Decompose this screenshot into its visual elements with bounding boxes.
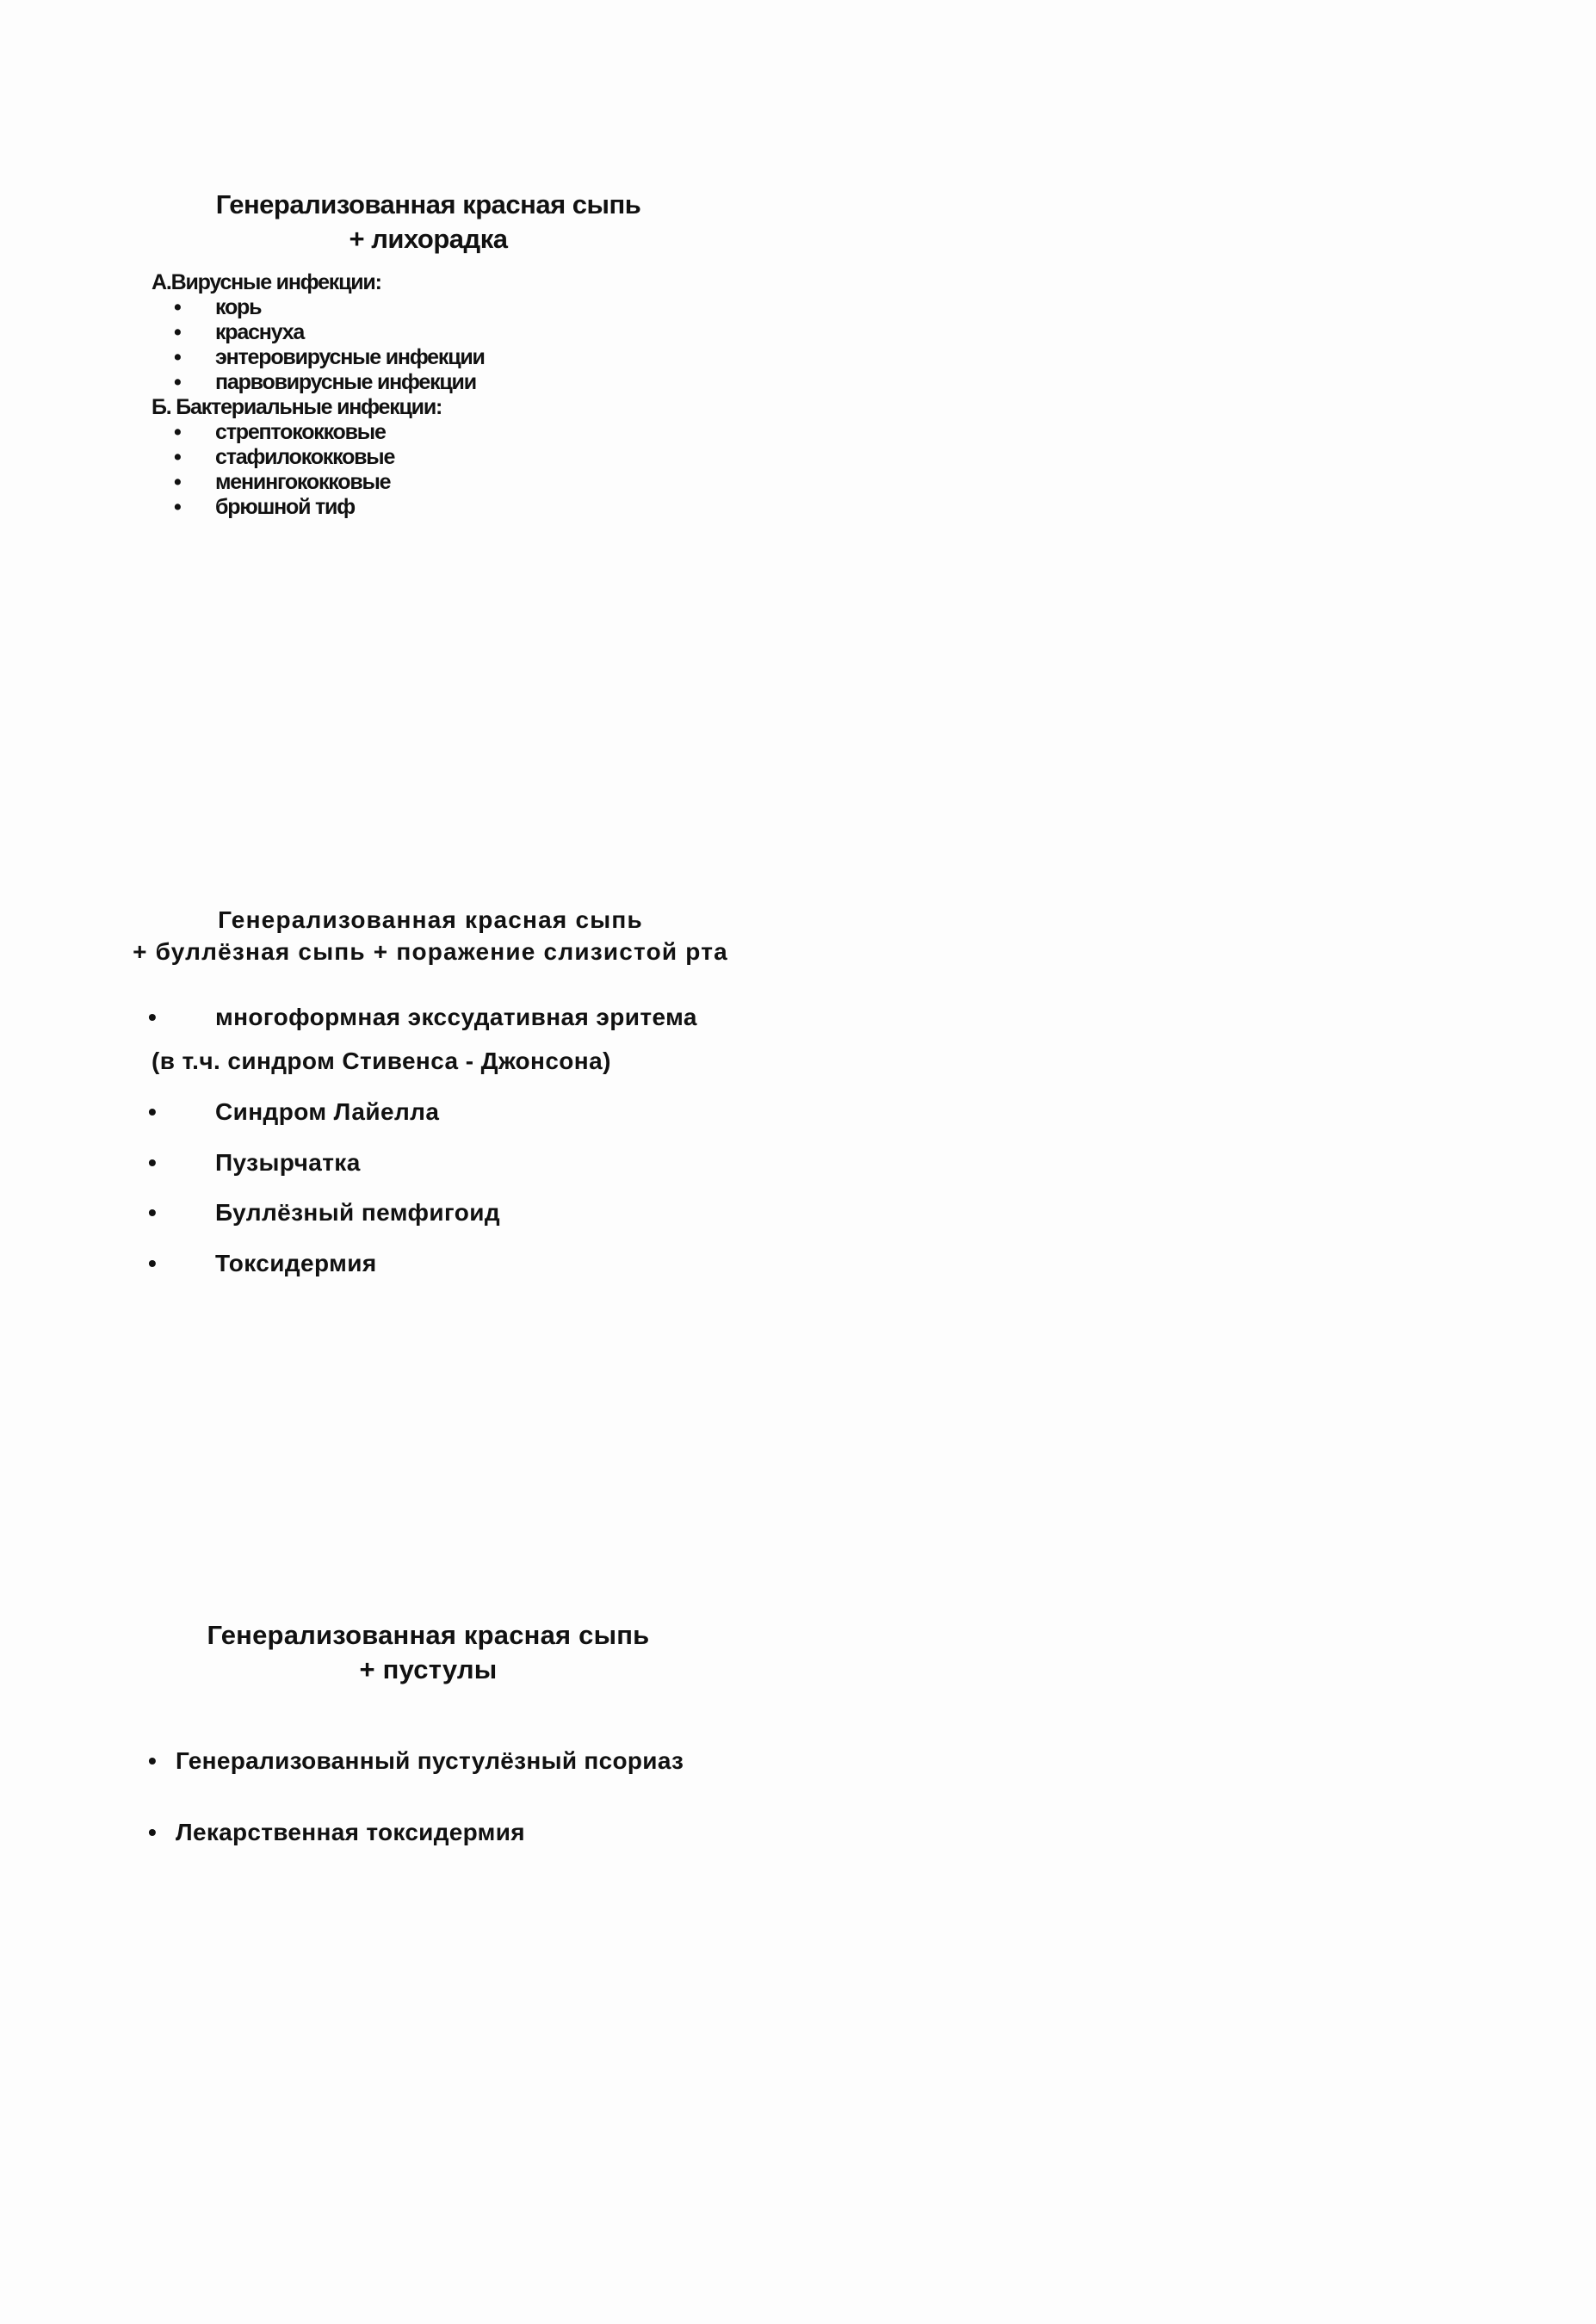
section-title (198, 188, 659, 257)
bullet-icon: • (148, 1199, 158, 1226)
title-line-1: Генерализованная красная сыпь (207, 1620, 650, 1650)
bullet-icon: • (174, 470, 182, 494)
title-line-2: + лихорадка (349, 224, 508, 254)
bullet-icon: • (148, 1747, 158, 1774)
bullet-icon: • (148, 1004, 158, 1030)
bullet-icon: • (174, 420, 182, 444)
title-line-1: Генерализованная красная сыпь (218, 906, 643, 933)
bullet-icon: • (174, 345, 182, 369)
title-line-2: + буллёзная сыпь + поражение слизистой рта (133, 938, 728, 965)
section-title (103, 904, 758, 967)
bullet-icon: • (174, 495, 182, 519)
bullet-icon: • (148, 1250, 158, 1276)
bullet-icon: • (174, 445, 182, 469)
section-title (198, 1618, 659, 1687)
bullet-icon: • (174, 295, 182, 319)
list-item-note: (в т.ч. синдром Стивенса - Джонсона) (152, 1048, 611, 1074)
group-heading-bacterial: Б. Бактериальные инфекции: (152, 395, 442, 419)
bullet-icon: • (148, 1149, 158, 1176)
bullet-icon: • (148, 1098, 158, 1125)
title-line-1: Генерализованная красная сыпь (215, 189, 641, 219)
bullet-icon: • (174, 370, 182, 394)
bullet-icon: • (148, 1819, 158, 1845)
group-heading-viral: А.Вирусные инфекции: (152, 270, 381, 294)
bullet-icon: • (174, 320, 182, 344)
title-line-2: + пустулы (359, 1654, 498, 1684)
